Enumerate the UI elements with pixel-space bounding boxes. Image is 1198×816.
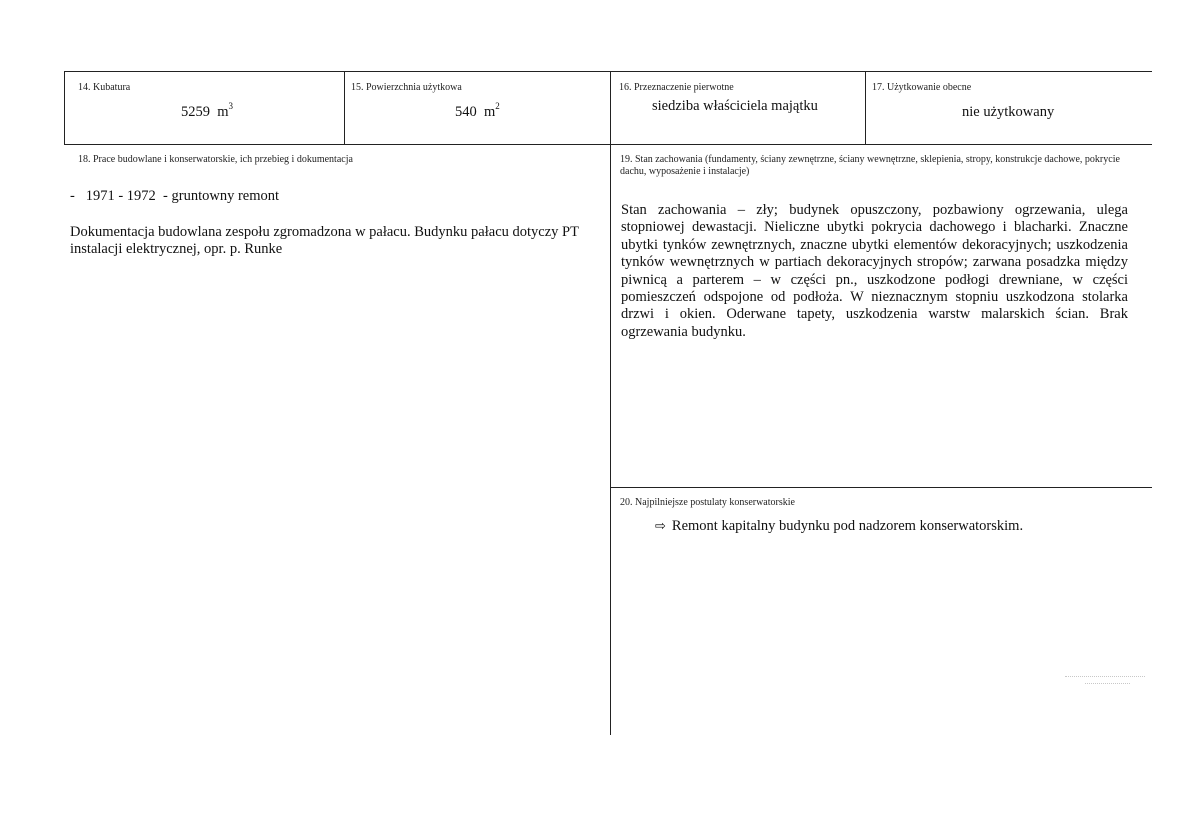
left-border (64, 71, 65, 145)
field14-label: 14. Kubatura (78, 82, 131, 93)
field14-value: 5259 $m^3$ (181, 101, 234, 120)
field18-paragraph: Dokumentacja budowlana zespołu zgromadzona w pałacu. Budynku pałacu dotyczy PT instalacji elektrycznej, opr. p. Runke (70, 224, 579, 258)
field19-label: 19. Stan zachowania (fundamenty, ściany zewnętrzne, ściany wewnętrzne, sklepienia, stropy, konstrukcje dachowe, pokrycie dachu, wyposażenie i instalacje) (620, 154, 1120, 177)
row1-bottom-border (64, 144, 1152, 145)
right-arrow-icon: ⇨ (655, 519, 666, 534)
divider-16-17 (865, 71, 866, 145)
divider-14-15 (344, 71, 345, 145)
field16-label: 16. Przeznaczenie pierwotne (619, 82, 734, 93)
field18-label: 18. Prace budowlane i konserwatorskie, ich przebieg i dokumentacja (78, 154, 353, 165)
field17-label: 17. Użytkowanie obecne (872, 82, 972, 93)
field17-value: nie użytkowany (962, 104, 1055, 120)
field16-value: siedziba właściciela majątku (652, 98, 818, 114)
field19-paragraph: Stan zachowania – zły; budynek opuszczony, pozbawiony ogrzewania, ulega stopniowej dewastacji. Nieliczne ubytki pokrycia dachowego i blacharki. Znaczne ubytki tynków zewnętrznych, znaczne ubytki elementów dekoracyjnych; uszkodzenia tynków wewnętrznych w partiach dekoracyjnych stropów; zarwana posadzka między piwnicą a parterem – w części pn., uszkodzone podłogi drewniane, w części pomieszczeń odspojone od podłoża. W nieznacznym stopniu uszkodzona stolarka drzwi i okien. Oderwane tapety, uszkodzenia warstw malarskich ścian. Brak ogrzewania budynku. (621, 202, 1128, 340)
field19-bottom-border (610, 487, 1152, 488)
field20-label: 20. Najpilniejsze postulaty konserwatorskie (620, 497, 795, 508)
field15-label: 15. Powierzchnia użytkowa (351, 82, 462, 93)
field18-item: - 1971 - 1972 - gruntowny remont (70, 188, 280, 204)
center-divider (610, 71, 611, 735)
field15-value: 540 $m^2$ (455, 101, 500, 120)
field20-item: ⇨ Remont kapitalny budynku pod nadzorem konserwatorskim. (655, 518, 1024, 534)
scan-artifact (1085, 683, 1130, 684)
top-border (64, 71, 1152, 72)
scan-artifact (1065, 676, 1145, 677)
